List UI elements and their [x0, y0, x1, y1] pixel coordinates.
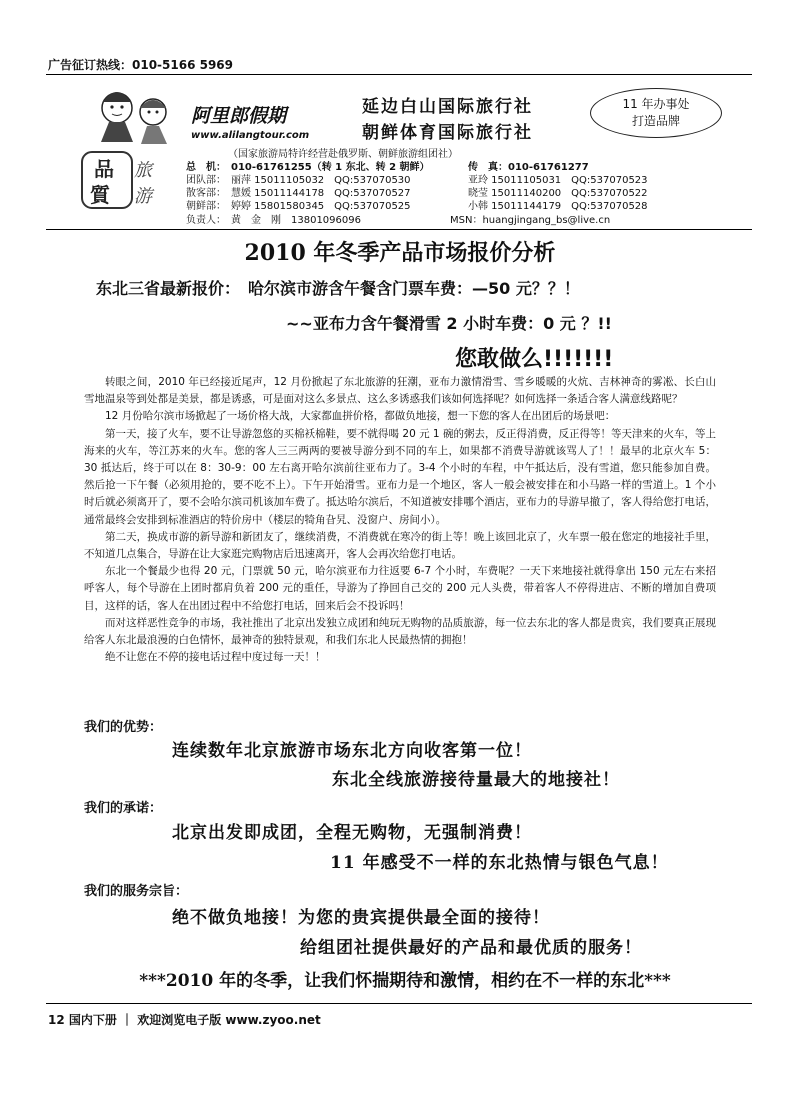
contact-row: 小韩 15011144179 QQ:537070528	[468, 201, 648, 212]
paragraph: 而对这样恶性竞争的市场，我社推出了北京出发独立成团和纯玩无购物的品质旅游，每一位去东北的客人都是贵宾，我们要真正展现给客人东北最浪漫的白色情怀，最神奇的独特景观，和我们东北人民最热情的拥抱！	[84, 616, 716, 647]
office-stamp	[590, 88, 722, 138]
logo-text: 阿里郎假期	[191, 105, 287, 127]
footer-rule	[46, 1003, 752, 1004]
seal-char-2: 質	[90, 183, 110, 207]
paragraph: 第一天，接了火车，要不让导游忽悠的买棉袄棉鞋，要不就得喝 20 元 1 碗的粥去，反正得消费，反正得等！等天津来的火车，等上海来的火车，等江苏来的火车。您的客人三三两两的要被导游分到不同的车上，如果都不消费导游就该骂人了！！最早的北京火车 5：30 抵达后，终于可以在 8：30-9：00 左右离开哈尔滨前往亚布力了。3-4 个小时的车程，中午抵达后，没有雪道，您只能参加自费。然后抢一下午餐（必须用抢的，要不吃不上）。下午开始滑雪。亚布力是一个地区，客人一般会被安排在和小马路一样的雪道上。1 个小时后就必须离开了，要不会哈尔滨司机该加车费了。抵达哈尔滨后，不知道被安排哪个酒店，亚布力的导游早撤了，客人得给您打电话，通常最终会安排到标准酒店的特价房中（楼层的犄角旮旯、没窗户、房间小）。	[84, 427, 716, 526]
paragraph: 绝不让您在不停的接电话过程中度过每一天！！	[105, 651, 326, 664]
contact-row: 团队部： 丽萍 15011105032 QQ:537070530	[186, 175, 411, 186]
advantage-label: 我们的优势：	[84, 720, 163, 735]
contact-row: 晓莹 15011140200 QQ:537070522	[468, 188, 648, 199]
paragraph: 第二天，换成市游的新导游和新团友了，继续消费，不消费就在寒冷的街上等！晚上该回北京了，火车票一般在您定的地接社手里，不知道几点集合，导游在让大家逛完购物店后迅速离开，客人会再次给您打电话。	[84, 530, 716, 561]
quality-travel-seal	[80, 148, 170, 218]
closing-slogan: ***2010 年的冬季，让我们怀揣期待和激情，相约在不一样的东北***	[139, 971, 671, 991]
article-body	[84, 374, 716, 666]
alilang-logo	[95, 82, 325, 150]
advantage-slogan-2: 东北全线旅游接待量最大的地接社！	[332, 770, 620, 790]
company-name-2: 朝鲜体育国际旅行社	[362, 123, 533, 143]
header-rule	[46, 74, 752, 75]
promise-label: 我们的承诺：	[84, 801, 163, 816]
paragraph: 转眼之间，2010 年已经接近尾声，12 月份掀起了东北旅游的狂潮，亚布力激情滑雪、雪乡暖暖的火炕、吉林神奇的雾凇、长白山雪地温泉等到处都是美景，都是诱惑，可是面对这么多景点、这么多诱惑我们该如何选择呢？如何选择一条适合客人满意线路呢？	[84, 376, 716, 406]
seal-char-3: 旅	[134, 160, 152, 181]
seal-char-1: 品	[94, 157, 114, 181]
seal-char-4: 游	[134, 186, 152, 207]
company-name-1: 延边白山国际旅行社	[362, 97, 533, 117]
main-phone: 总 机： 010-61761255（转 1 东北、转 2 朝鲜）	[186, 162, 430, 173]
page-footer: 12 国内下册 ｜ 欢迎浏览电子版 www.zyoo.net	[48, 1013, 321, 1027]
price-line-1: 东北三省最新报价： 哈尔滨市游含午餐含门票车费：—50 元？？！	[96, 279, 580, 298]
stamp-line-1: 11 年办事处	[622, 97, 690, 111]
service-slogan-2: 给组团社提供最好的产品和最优质的服务！	[300, 938, 642, 958]
promise-slogan-2: 11 年感受不一样的东北热情与银色气息！	[330, 853, 669, 873]
manager: 负责人： 黄 金 刚 13801096096	[186, 215, 361, 226]
msn: MSN：huangjingang_bs@live.cn	[450, 215, 611, 226]
contact-row: 亚玲 15011105031 QQ:537070523	[468, 175, 648, 186]
promise-slogan-1: 北京出发即成团，全程无购物，无强制消费！	[172, 823, 532, 843]
stamp-line-2: 打造品牌	[631, 114, 680, 128]
ad-hotline: 广告征订热线：010-5166 5969	[48, 58, 234, 72]
advantage-slogan-1: 连续数年北京旅游市场东北方向收客第一位！	[172, 741, 532, 761]
fax: 传 真：010-61761277	[468, 162, 589, 173]
page-headline: 2010 年冬季产品市场报价分析	[244, 240, 556, 266]
service-label: 我们的服务宗旨：	[84, 884, 189, 899]
logo-url: www.alilangtour.com	[191, 130, 310, 141]
contact-row: 散客部： 慧媛 15011144178 QQ:537070527	[186, 188, 411, 199]
paragraph: 东北一个餐最少也得 20 元，门票就 50 元，哈尔滨亚布力往返要 6-7 个小时，车费呢？一天下来地接社就得拿出 150 元左右来招呼客人，每个导游在上团时都肩负着 200 元的重任，导游为了挣回自己交的 200 元人头费，带着客人不停得进店、不断的增加自费项目，这样的话，客人在出团过程中不给您打电话，回来后会不投诉吗！	[84, 565, 716, 612]
price-line-2: ~~亚布力含午餐滑雪 2 小时车费：0 元 ？!!	[286, 314, 612, 333]
dare-slogan: 您敢做么!!!!!!!	[455, 347, 614, 372]
contact-row: 朝鲜部： 婷婷 15801580345 QQ:537070525	[186, 201, 411, 212]
paragraph: 12 月份哈尔滨市场掀起了一场价格大战，大家都血拼价格，都做负地接，想一下您的客人在出团后的场景吧：	[105, 410, 616, 423]
contact-rule	[46, 229, 752, 230]
service-slogan-1: 绝不做负地接！为您的贵宾提供最全面的接待！	[172, 908, 550, 928]
license-note: （国家旅游局特许经营赴俄罗斯、朝鲜旅游组团社）	[228, 149, 458, 160]
